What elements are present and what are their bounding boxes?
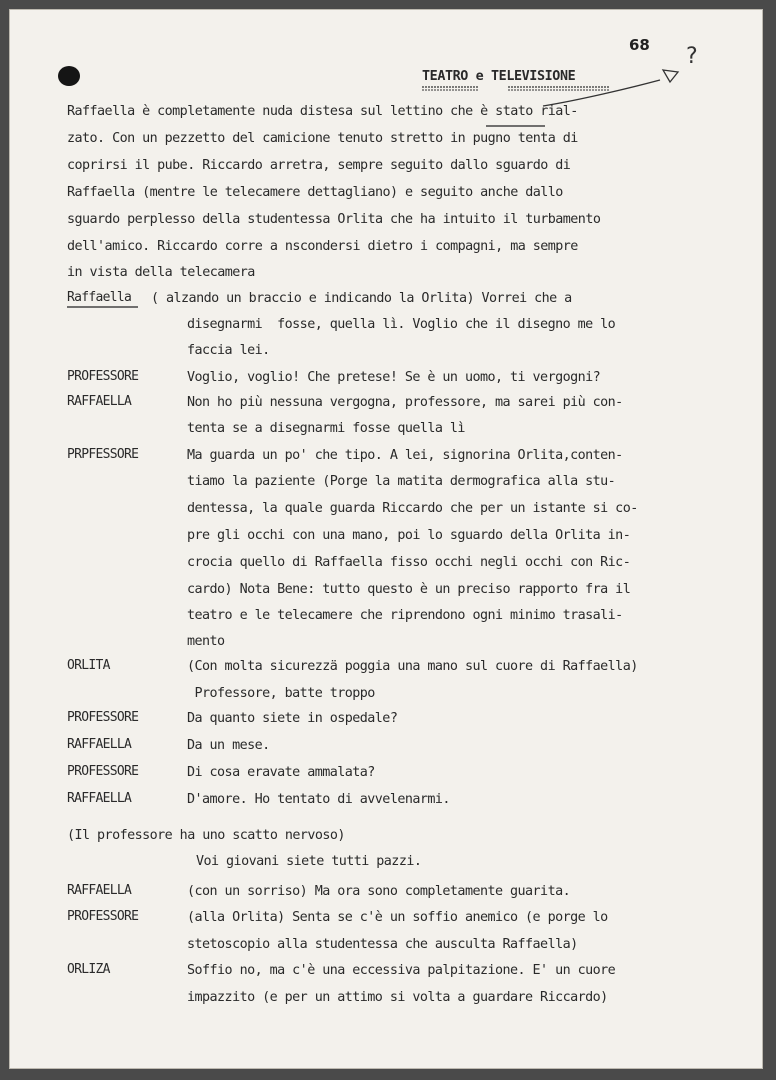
- dialogue-line: faccia lei.: [187, 343, 270, 358]
- speaker-name: PROFESSORE: [67, 909, 139, 924]
- header-word-televisione: TELEVISIONE: [491, 69, 576, 84]
- page-number: 68: [629, 36, 650, 54]
- header-conjunction: e: [475, 69, 484, 84]
- dialogue-line: Da quanto siete in ospedale?: [187, 711, 398, 726]
- speaker-name: RAFFAELLA: [67, 737, 132, 752]
- header-word-teatro: TEATRO: [422, 69, 468, 84]
- stage-direction-line: coprirsi il pube. Riccardo arretra, sempre seguito dallo sguardo di: [67, 158, 571, 173]
- dialogue-line: tiamo la paziente (Porge la matita dermografica alla stu-: [187, 474, 616, 489]
- stage-direction-line: zato. Con un pezzetto del camicione tenuto stretto in pugno tenta di: [67, 131, 578, 146]
- dialogue-line: Voi giovani siete tutti pazzi.: [196, 854, 422, 869]
- handwritten-question-mark: ?: [686, 44, 698, 69]
- dialogue-line: D'amore. Ho tentato di avvelenarmi.: [187, 792, 450, 807]
- stage-direction-line: dell'amico. Riccardo corre a nscondersi dietro i compagni, ma sempre: [67, 239, 578, 254]
- dialogue-line: stetoscopio alla studentessa che ausculta Raffaella): [187, 937, 578, 952]
- stage-direction-line: sguardo perplesso della studentessa Orlita che ha intuito il turbamento: [67, 212, 601, 227]
- dialogue-line: teatro e le telecamere che riprendono ogni minimo trasali-: [187, 608, 623, 623]
- dialogue-line: Non ho più nessuna vergogna, professore, ma sarei più con-: [187, 395, 623, 410]
- speaker-name: RAFFAELLA: [67, 394, 132, 409]
- speaker-name: Raffaella: [67, 290, 132, 305]
- stage-direction-line: Raffaella (mentre le telecamere dettagliano) e seguito anche dallo: [67, 185, 563, 200]
- speaker-name: ORLITA: [67, 658, 110, 673]
- stage-note: (Il professore ha uno scatto nervoso): [67, 828, 345, 843]
- dialogue-line: cardo) Nota Bene: tutto questo è un preciso rapporto fra il: [187, 582, 631, 597]
- dialogue-line: dentessa, la quale guarda Riccardo che per un istante si co-: [187, 501, 638, 516]
- dialogue-line: Voglio, voglio! Che pretese! Se è un uomo, ti vergogni?: [187, 370, 601, 385]
- dialogue-line: Soffio no, ma c'è una eccessiva palpitazione. E' un cuore: [187, 963, 616, 978]
- dialogue-line: (con un sorriso) Ma ora sono completamente guarita.: [187, 884, 571, 899]
- dialogue-line: (Con molta sicurezzä poggia una mano sul cuore di Raffaella): [187, 659, 638, 674]
- stage-direction-line: in vista della telecamera: [67, 265, 255, 280]
- dialogue-line: impazzito (e per un attimo si volta a guardare Riccardo): [187, 990, 608, 1005]
- dialogue-line: disegnarmi fosse, quella lì. Voglio che il disegno me lo: [187, 317, 616, 332]
- typescript-page: [10, 10, 762, 1068]
- dialogue-line: Di cosa eravate ammalata?: [187, 765, 375, 780]
- speaker-name: RAFFAELLA: [67, 791, 132, 806]
- speaker-name: PRPFESSORE: [67, 447, 139, 462]
- dialogue-line: ( alzando un braccio e indicando la Orlita) Vorrei che a: [151, 291, 572, 306]
- stage-direction-line: Raffaella è completamente nuda distesa sul lettino che è stato rial-: [67, 104, 578, 119]
- dialogue-line: crocia quello di Raffaella fisso occhi negli occhi con Ric-: [187, 555, 631, 570]
- speaker-name: ORLIZA: [67, 962, 110, 977]
- speaker-name: PROFESSORE: [67, 764, 139, 779]
- dialogue-line: mento: [187, 634, 225, 649]
- dialogue-line: Professore, batte troppo: [187, 686, 375, 701]
- dialogue-line: Da un mese.: [187, 738, 270, 753]
- speaker-name: RAFFAELLA: [67, 883, 132, 898]
- dialogue-line: (alla Orlita) Senta se c'è un soffio anemico (e porge lo: [187, 910, 608, 925]
- speaker-name: PROFESSORE: [67, 710, 139, 725]
- dialogue-line: Ma guarda un po' che tipo. A lei, signorina Orlita,conten-: [187, 448, 623, 463]
- dialogue-line: tenta se a disegnarmi fosse quella lì: [187, 421, 465, 436]
- speaker-name: PROFESSORE: [67, 369, 139, 384]
- dialogue-line: pre gli occhi con una mano, poi lo sguardo della Orlita in-: [187, 528, 631, 543]
